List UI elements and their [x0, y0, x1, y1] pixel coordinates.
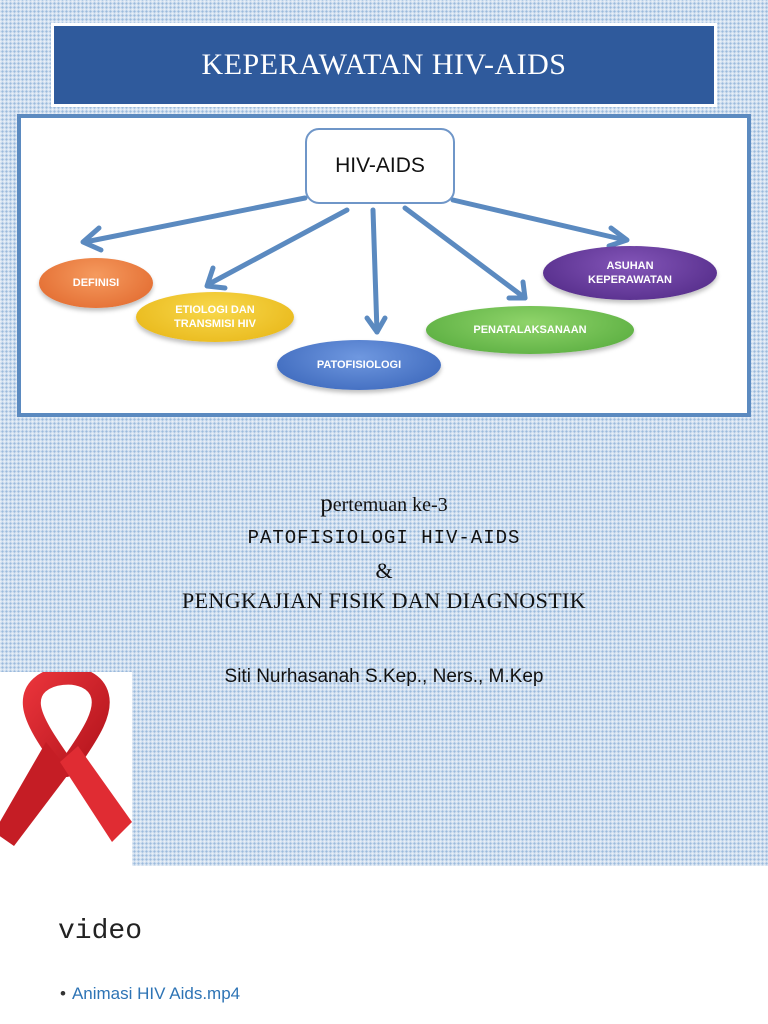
node-definisi-label: DEFINISI [72, 277, 120, 289]
node-asuhan [543, 246, 717, 300]
topic-title: PATOFISIOLOGI HIV-AIDS [247, 527, 521, 549]
node-etiologi-line1: ETIOLOGI DAN [175, 304, 255, 316]
hub-node: HIV-AIDS [305, 128, 455, 204]
subtopic-title: PENGKAJIAN FISIK DAN DIAGNOSTIK [181, 588, 587, 613]
arrow-definisi [85, 198, 305, 242]
meeting-rest: ertemuan ke-3 [332, 494, 448, 516]
meeting-number [0, 490, 768, 518]
video-link[interactable]: Animasi HIV Aids.mp4 [71, 984, 241, 1003]
node-definisi [39, 258, 153, 308]
slide-video [0, 866, 768, 1024]
arrow-asuhan [453, 200, 625, 240]
node-asuhan-label [588, 259, 672, 287]
video-heading: video [58, 916, 143, 947]
node-etiologi-line2: TRANSMISI HIV [174, 318, 256, 330]
title-banner [51, 23, 717, 107]
red-ribbon-icon [0, 672, 132, 866]
ampersand: & [375, 558, 393, 583]
arrow-etiologi [209, 210, 347, 284]
video-list-item [60, 984, 240, 1004]
concept-diagram [17, 114, 751, 417]
bullet-icon: • [60, 984, 66, 1003]
node-patofisiologi [277, 340, 441, 390]
meeting-first-letter: p [320, 490, 333, 517]
node-patofisiologi-label: PATOFISIOLOGI [316, 359, 402, 371]
node-penatalaksanaan-label: PENATALAKSANAAN [473, 324, 587, 336]
node-etiologi [136, 292, 294, 342]
ribbon-image [0, 672, 132, 866]
node-penatalaksanaan [426, 306, 634, 354]
node-etiologi-label [174, 303, 256, 331]
arrow-penatalaksanaan [405, 208, 525, 298]
author-name: Siti Nurhasanah S.Kep., Ners., M.Kep [224, 666, 544, 687]
node-asuhan-line2: KEPERAWATAN [588, 274, 672, 286]
arrow-patofisiologi [373, 210, 377, 332]
slide-title-text: KEPERAWATAN HIV-AIDS [201, 48, 567, 81]
node-asuhan-line1: ASUHAN [606, 260, 654, 272]
